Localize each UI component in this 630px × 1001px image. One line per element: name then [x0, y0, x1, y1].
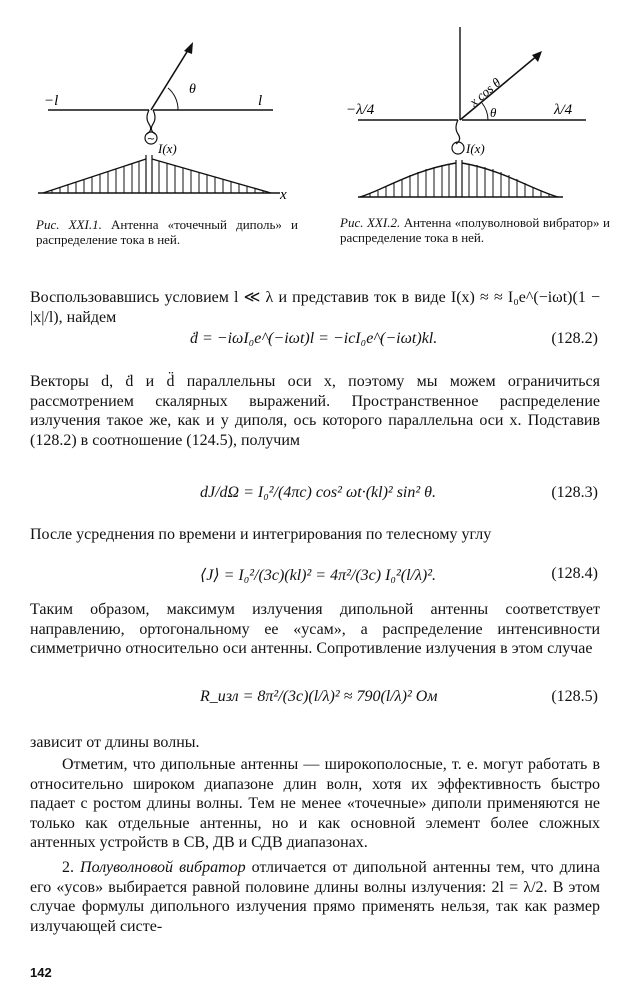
half-wave-antenna-diagram	[338, 25, 608, 210]
label-x-cos-theta: x cos θ	[466, 74, 504, 110]
label-plus-l: l	[258, 93, 263, 109]
label-minus-l: −l	[44, 93, 59, 109]
equation-128-4: ⟨J⟩ = I₀²/(3c)(kl)² = 4π²/(3c) I₀²(l/λ)². (128.4)	[200, 565, 598, 584]
label-lambda-4: λ/4	[554, 102, 573, 118]
figure-xxi-1	[28, 25, 298, 210]
paragraph-1: Воспользовавшись условием l ≪ λ и представив ток в виде I(x) ≈ ≈ I₀e^(−iωt)(1 − |x|/l), найдем	[30, 289, 600, 326]
label-x: x	[280, 187, 287, 203]
label-theta: θ	[189, 82, 196, 97]
figure-caption-left: Рис. XXI.1. Антенна «точечный диполь» и распределение тока в ней.	[36, 217, 298, 247]
paragraph-4: Таким образом, максимум излучения дипольной антенны соответствует направлению, ортогональному ее «усам», а распределение интенсивности симметрично относительно оси антенны. Сопротивление излучения в этом случае	[30, 601, 600, 658]
label-current: I(x)	[466, 141, 485, 156]
paragraph-6: Отметим, что дипольные антенны — широкополосные, т. е. могут работать в относительно широком диапазоне длин волн, хотя их эффективность быстро падает с ростом длины волны. Тем не менее «точечные» диполи применяются не только как отдельные антенны, но и как основной элемент более сложных антенных устройств в СВ, ДВ и СДВ диапазонах.	[30, 756, 600, 852]
paragraph-5: зависит от длины волны.	[30, 734, 200, 751]
equation-128-3: dJ/dΩ = I₀²/(4πc) cos² ωt·(kl)² sin² θ. (128.3)	[200, 484, 598, 501]
paragraph-3: После усреднения по времени и интегрирования по телесному углу	[30, 526, 492, 543]
equation-128-2: ḋ = −iωI₀e^(−iωt)l = −icI₀e^(−iωt)kl. (128.2)	[190, 330, 598, 347]
figure-caption-right: Рис. XXI.2. Антенна «полуволновой вибратор» и распределение тока в ней.	[340, 215, 611, 245]
label-minus-lambda-4: −λ/4	[346, 102, 375, 118]
equation-number: (128.5)	[551, 688, 598, 705]
dipole-antenna-diagram	[28, 25, 298, 210]
equation-128-5: R_изл = 8π²/(3c)(l/λ)² ≈ 790(l/λ)² Ом (128.5)	[200, 688, 598, 705]
label-theta: θ	[490, 105, 497, 120]
svg-text:~: ~	[146, 134, 156, 145]
figure-xxi-2	[338, 25, 608, 210]
paragraph-2: Векторы d, ḋ и d̈ параллельны оси x, поэтому мы можем ограничиться рассмотрением скалярных выражений. Пространственное распределение излучения такое же, как и у диполя, ось которого параллельна оси x. Подставив (128.2) в соотношение (124.5), получим	[30, 373, 600, 449]
paragraph-7: 2. Полуволновой вибратор отличается от дипольной антенны тем, что длина его «усов» выбирается равной половине длины волны излучения: 2l = λ/2. В этом случае формулы дипольного излучения прямо применять нельзя, так как размер излучающей систе-	[30, 859, 600, 935]
equation-number: (128.2)	[551, 330, 598, 347]
label-current: I(x)	[158, 141, 177, 156]
equation-number: (128.3)	[551, 484, 598, 501]
equation-number: (128.4)	[551, 565, 598, 582]
page-number: 142	[30, 965, 52, 980]
